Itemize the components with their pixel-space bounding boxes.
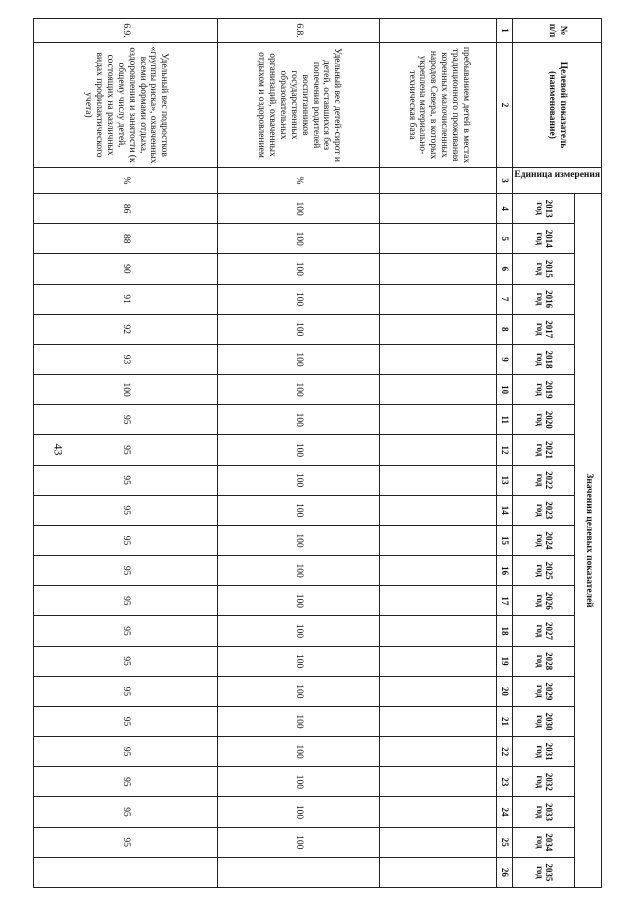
- column-number: 21: [497, 706, 513, 736]
- value-cell: [380, 857, 497, 887]
- value-cell: [380, 797, 497, 827]
- column-number: 17: [497, 586, 513, 616]
- value-cell: 95: [34, 646, 218, 676]
- header-year: 2015 год: [513, 254, 575, 284]
- value-cell: 100: [218, 405, 380, 435]
- value-cell: 100: [218, 465, 380, 495]
- header-year: 2017 год: [513, 314, 575, 344]
- column-number: 12: [497, 435, 513, 465]
- column-number: 26: [497, 857, 513, 887]
- value-cell: 95: [34, 797, 218, 827]
- header-year: 2018 год: [513, 344, 575, 374]
- value-cell: 100: [218, 676, 380, 706]
- value-cell: 95: [34, 435, 218, 465]
- value-cell: 90: [34, 254, 218, 284]
- value-cell: [380, 525, 497, 555]
- header-year: 2029 год: [513, 676, 575, 706]
- header-unit-label: Единица измерения: [514, 170, 600, 180]
- value-cell: 100: [218, 737, 380, 767]
- indicator-unit: [380, 168, 497, 194]
- value-cell: 95: [34, 737, 218, 767]
- column-number: 15: [497, 525, 513, 555]
- value-cell: [380, 405, 497, 435]
- column-number: 11: [497, 405, 513, 435]
- header-year: 2023 год: [513, 495, 575, 525]
- header-year: 2033 год: [513, 797, 575, 827]
- row-number: 6.9.: [34, 19, 218, 43]
- value-cell: 95: [34, 827, 218, 857]
- header-year: 2020 год: [513, 405, 575, 435]
- table-row: [380, 19, 497, 888]
- value-cell: 95: [34, 465, 218, 495]
- column-number: 8: [497, 314, 513, 344]
- header-year: 2031 год: [513, 737, 575, 767]
- table-row: [34, 19, 218, 888]
- header-year: 2032 год: [513, 767, 575, 797]
- value-cell: [380, 495, 497, 525]
- page-number: 43: [51, 443, 66, 456]
- value-cell: [380, 194, 497, 224]
- value-cell: [380, 314, 497, 344]
- column-number: 25: [497, 827, 513, 857]
- indicator-unit: %: [218, 168, 380, 194]
- column-number: 9: [497, 344, 513, 374]
- column-number: 22: [497, 737, 513, 767]
- value-cell: 95: [34, 706, 218, 736]
- header-year: 2014 год: [513, 224, 575, 254]
- rotated-table-container: [62, 18, 602, 888]
- value-cell: 100: [218, 797, 380, 827]
- value-cell: 100: [218, 706, 380, 736]
- column-number: 3: [497, 168, 513, 194]
- value-cell: 95: [34, 586, 218, 616]
- column-number: 24: [497, 797, 513, 827]
- header-year: 2013 год: [513, 194, 575, 224]
- indicators-table: [33, 18, 602, 888]
- column-number: 18: [497, 616, 513, 646]
- value-cell: 100: [218, 586, 380, 616]
- header-unit: [513, 168, 602, 194]
- value-cell: 95: [34, 495, 218, 525]
- value-cell: [380, 586, 497, 616]
- value-cell: [380, 706, 497, 736]
- header-year: 2030 год: [513, 706, 575, 736]
- value-cell: [218, 857, 380, 887]
- header-year: 2022 год: [513, 465, 575, 495]
- header-year: 2028 год: [513, 646, 575, 676]
- column-number: 2: [497, 43, 513, 168]
- column-number: 19: [497, 646, 513, 676]
- header-year: 2019 год: [513, 375, 575, 405]
- indicator-unit: %: [34, 168, 218, 194]
- table-row: [218, 19, 380, 888]
- column-number: 23: [497, 767, 513, 797]
- column-number: 20: [497, 676, 513, 706]
- indicator-name: пребыванием детей в местах традиционного проживания коренных малочисленных народов Севера, в которых укреплена материально-техническая база: [380, 43, 497, 168]
- value-cell: 100: [218, 375, 380, 405]
- header-year: 2034 год: [513, 827, 575, 857]
- value-cell: 95: [34, 767, 218, 797]
- value-cell: 100: [218, 194, 380, 224]
- header-year: 2024 год: [513, 525, 575, 555]
- value-cell: [380, 737, 497, 767]
- column-number: 7: [497, 284, 513, 314]
- value-cell: 93: [34, 344, 218, 374]
- value-cell: [380, 375, 497, 405]
- value-cell: [380, 616, 497, 646]
- column-number: 13: [497, 465, 513, 495]
- value-cell: 100: [218, 284, 380, 314]
- value-cell: [380, 344, 497, 374]
- header-year: 2026 год: [513, 586, 575, 616]
- value-cell: 95: [34, 556, 218, 586]
- column-number: 5: [497, 224, 513, 254]
- value-cell: 100: [218, 827, 380, 857]
- column-number: 16: [497, 556, 513, 586]
- value-cell: 100: [218, 435, 380, 465]
- value-cell: [380, 254, 497, 284]
- value-cell: 86: [34, 194, 218, 224]
- value-cell: 100: [218, 224, 380, 254]
- value-cell: [380, 556, 497, 586]
- value-cell: 100: [218, 616, 380, 646]
- header-values: Значения целевых показателей: [575, 194, 602, 888]
- column-number: 14: [497, 495, 513, 525]
- value-cell: [380, 435, 497, 465]
- value-cell: [380, 767, 497, 797]
- value-cell: 100: [218, 254, 380, 284]
- value-cell: [380, 224, 497, 254]
- column-number: 1: [497, 19, 513, 43]
- value-cell: 100: [218, 314, 380, 344]
- value-cell: 91: [34, 284, 218, 314]
- value-cell: 100: [218, 525, 380, 555]
- value-cell: [380, 827, 497, 857]
- value-cell: 95: [34, 676, 218, 706]
- row-number: 6.8.: [218, 19, 380, 43]
- value-cell: 92: [34, 314, 218, 344]
- header-year: 2021 год: [513, 435, 575, 465]
- header-name: Целевой показатель (наименование): [513, 43, 602, 168]
- value-cell: 95: [34, 405, 218, 435]
- indicator-name: Удельный вес подростков «группы риска», охваченных всеми формами отдыха, оздоровления и занятости (к общему числу детей, состоящих на различных видах профилактического учета): [34, 43, 218, 168]
- header-year: 2027 год: [513, 616, 575, 646]
- value-cell: 100: [218, 767, 380, 797]
- value-cell: [380, 284, 497, 314]
- header-year: 2016 год: [513, 284, 575, 314]
- value-cell: 100: [218, 646, 380, 676]
- value-cell: [380, 465, 497, 495]
- column-number: 6: [497, 254, 513, 284]
- value-cell: [380, 646, 497, 676]
- value-cell: [34, 857, 218, 887]
- value-cell: [380, 676, 497, 706]
- column-number: 4: [497, 194, 513, 224]
- value-cell: 88: [34, 224, 218, 254]
- value-cell: 100: [218, 495, 380, 525]
- header-year: 2025 год: [513, 556, 575, 586]
- header-num: № п/п: [513, 19, 602, 43]
- row-number: [380, 19, 497, 43]
- column-number: 10: [497, 375, 513, 405]
- value-cell: 100: [218, 556, 380, 586]
- value-cell: 95: [34, 616, 218, 646]
- value-cell: 100: [218, 344, 380, 374]
- value-cell: 95: [34, 525, 218, 555]
- header-year: 2035 год: [513, 857, 575, 887]
- indicator-name: Удельный вес детей-сирот и детей, оставшихся без попечения родителей воспитанников государственных образовательных организаций, охваченных отдыхом и оздоровлением: [218, 43, 380, 168]
- value-cell: 100: [34, 375, 218, 405]
